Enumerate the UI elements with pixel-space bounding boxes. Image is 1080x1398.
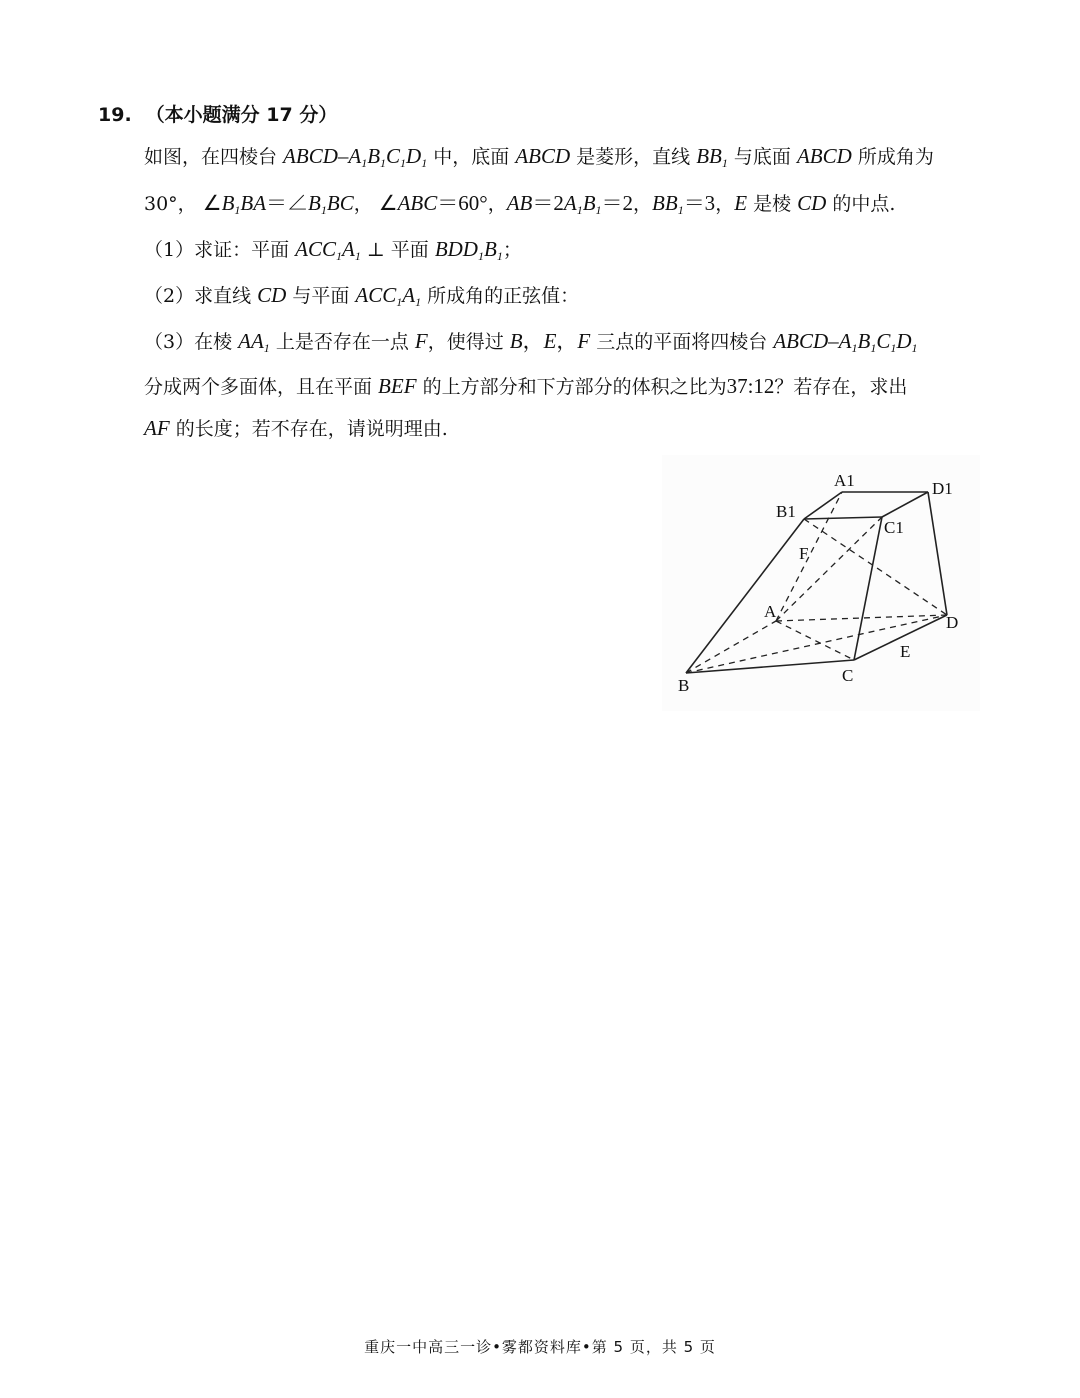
label-a1: A1 — [834, 471, 855, 490]
text-segment: ， — [487, 193, 507, 215]
question-number: 19. — [98, 104, 132, 126]
text-segment: （3）在棱 — [144, 331, 239, 353]
points-bef: B，E，F — [509, 329, 591, 353]
text-segment: 的上方部分和下方部分的体积之比为 — [416, 376, 727, 398]
edge-aa1: $AA_1$ — [238, 329, 270, 355]
length-relation: $AB=2A_1B_1=2$ — [506, 191, 634, 217]
plane-acc1a1: $ACC_1A_1$ — [355, 283, 422, 309]
text-segment: ； — [502, 239, 522, 261]
frustum-name: ABCD–$A_1B_1C_1D_1$ — [283, 144, 428, 170]
text-segment: 所成角的正弦值： — [421, 285, 580, 307]
edge-bb1: $BB_1$ — [696, 144, 728, 170]
length-bb1: $BB_1=3$ — [652, 191, 716, 217]
text-segment: ， — [633, 193, 653, 215]
text-segment: 所成角为 — [851, 146, 934, 168]
text-segment: 与平面 — [286, 285, 356, 307]
question-header — [98, 100, 337, 127]
problem-line-2 — [144, 189, 895, 218]
text-segment: ， — [715, 193, 735, 215]
score-note: （本小题满分 17 分） — [145, 104, 338, 126]
page-footer: 重庆一中高三一诊•雾都资料库•第 5 页，共 5 页 — [364, 1338, 716, 1356]
text-segment: 上是否存在一点 — [269, 331, 415, 353]
volume-ratio: 37:12 — [726, 374, 775, 398]
part-3-line-3 — [144, 414, 448, 443]
frustum-name: ABCD–$A_1B_1C_1D_1$ — [773, 329, 918, 355]
part-3-line-2 — [144, 372, 907, 401]
label-b1: B1 — [776, 502, 796, 521]
edge-cd: CD — [257, 283, 287, 307]
label-d: D — [946, 613, 959, 632]
text-segment: 三点的平面将四棱台 — [590, 331, 774, 353]
part-1 — [144, 235, 522, 264]
label-b: B — [678, 676, 690, 695]
label-a: A — [764, 602, 777, 621]
angle-value: 30°， — [144, 193, 197, 215]
label-f: F — [799, 544, 809, 563]
text-segment: 分成两个多面体，且在平面 — [144, 376, 379, 398]
text-segment: 是菱形，直线 — [570, 146, 697, 168]
part-3-line-1 — [144, 327, 918, 356]
point-e: E — [734, 191, 748, 215]
text-segment: 中，底面 — [427, 146, 516, 168]
label-c1: C1 — [884, 518, 904, 537]
plane-bef: BEF — [378, 374, 417, 398]
text-segment: （1）求证：平面 — [144, 239, 296, 261]
text-segment: （2）求直线 — [144, 285, 258, 307]
text-segment: 是棱 — [747, 193, 798, 215]
edge-cd: CD — [797, 191, 827, 215]
point-f: F — [414, 329, 428, 353]
problem-line-1 — [144, 142, 934, 171]
text-segment: 的长度；若不存在，请说明理由. — [169, 418, 448, 440]
text-segment: ， — [353, 193, 373, 215]
frustum-diagram — [662, 455, 980, 711]
text-segment: ，使得过 — [427, 331, 510, 353]
frustum-figure — [662, 455, 980, 711]
text-segment: 的中点. — [826, 193, 896, 215]
text-segment: ⊥ 平面 — [360, 239, 435, 261]
text-segment: 与底面 — [727, 146, 797, 168]
text-segment: ？若存在，求出 — [774, 376, 908, 398]
plane-acc1a1: $ACC_1A_1$ — [295, 237, 361, 263]
part-2 — [144, 281, 579, 310]
label-c: C — [842, 666, 854, 685]
angle-abc: ∠ABC＝60° — [378, 191, 488, 215]
text-segment: 如图，在四棱台 — [144, 146, 284, 168]
label-d1: D1 — [932, 479, 953, 498]
plane-bdd1b1: $BDD_1B_1$ — [434, 237, 503, 263]
angle-equality: $\angle B_1BA=\angle B_1BC$ — [202, 191, 354, 217]
segment-af: AF — [144, 416, 170, 440]
base-name: ABCD — [796, 144, 852, 168]
label-e: E — [900, 642, 911, 661]
base-name: ABCD — [515, 144, 571, 168]
